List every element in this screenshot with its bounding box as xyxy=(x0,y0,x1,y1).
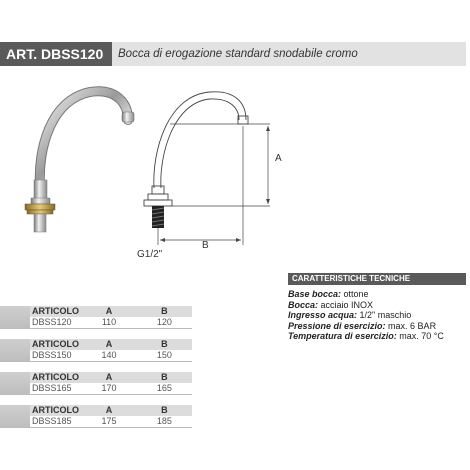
dimension-table-dbss120 xyxy=(30,306,192,329)
table-strip xyxy=(0,405,30,428)
table-header: ARTICOLO A B xyxy=(30,405,192,416)
table-header: ARTICOLO A B xyxy=(30,306,192,317)
header-bar xyxy=(0,42,470,66)
technical-specs xyxy=(288,273,466,342)
table-row: DBSS185 175 185 xyxy=(30,416,192,428)
spec-row: Base bocca: ottone xyxy=(288,289,369,299)
table-strip xyxy=(0,372,30,395)
spec-row: Ingresso acqua: 1/2" maschio xyxy=(288,310,412,320)
table-row: DBSS120 110 120 xyxy=(30,317,192,329)
thread-label: G1/2" xyxy=(137,249,163,260)
specs-title: CARATTERISTICHE TECNICHE xyxy=(288,273,466,285)
dimension-table-dbss185 xyxy=(30,405,192,428)
article-code: ART. DBSS120 xyxy=(0,42,112,66)
table-row: DBSS150 140 150 xyxy=(30,350,192,362)
spec-row: Pressione di esercizio: max. 6 BAR xyxy=(288,320,437,331)
article-description: Bocca di erogazione standard snodabile cromo xyxy=(112,42,466,66)
spec-row: Temperatura di esercizio: max. 70 °C xyxy=(288,331,444,341)
dimension-a-label: A xyxy=(275,153,282,164)
table-header: ARTICOLO A B xyxy=(30,372,192,383)
technical-drawing xyxy=(130,80,290,270)
spec-row: Bocca: acciaio INOX xyxy=(288,299,374,310)
dimension-table-dbss150 xyxy=(30,339,192,362)
table-header: ARTICOLO A B xyxy=(30,339,192,350)
spout-photo xyxy=(10,80,145,245)
table-strip xyxy=(0,339,30,362)
dimension-b-label: B xyxy=(202,240,209,251)
dimension-table-dbss165 xyxy=(30,372,192,395)
table-row: DBSS165 170 165 xyxy=(30,383,192,395)
table-strip xyxy=(0,306,30,329)
